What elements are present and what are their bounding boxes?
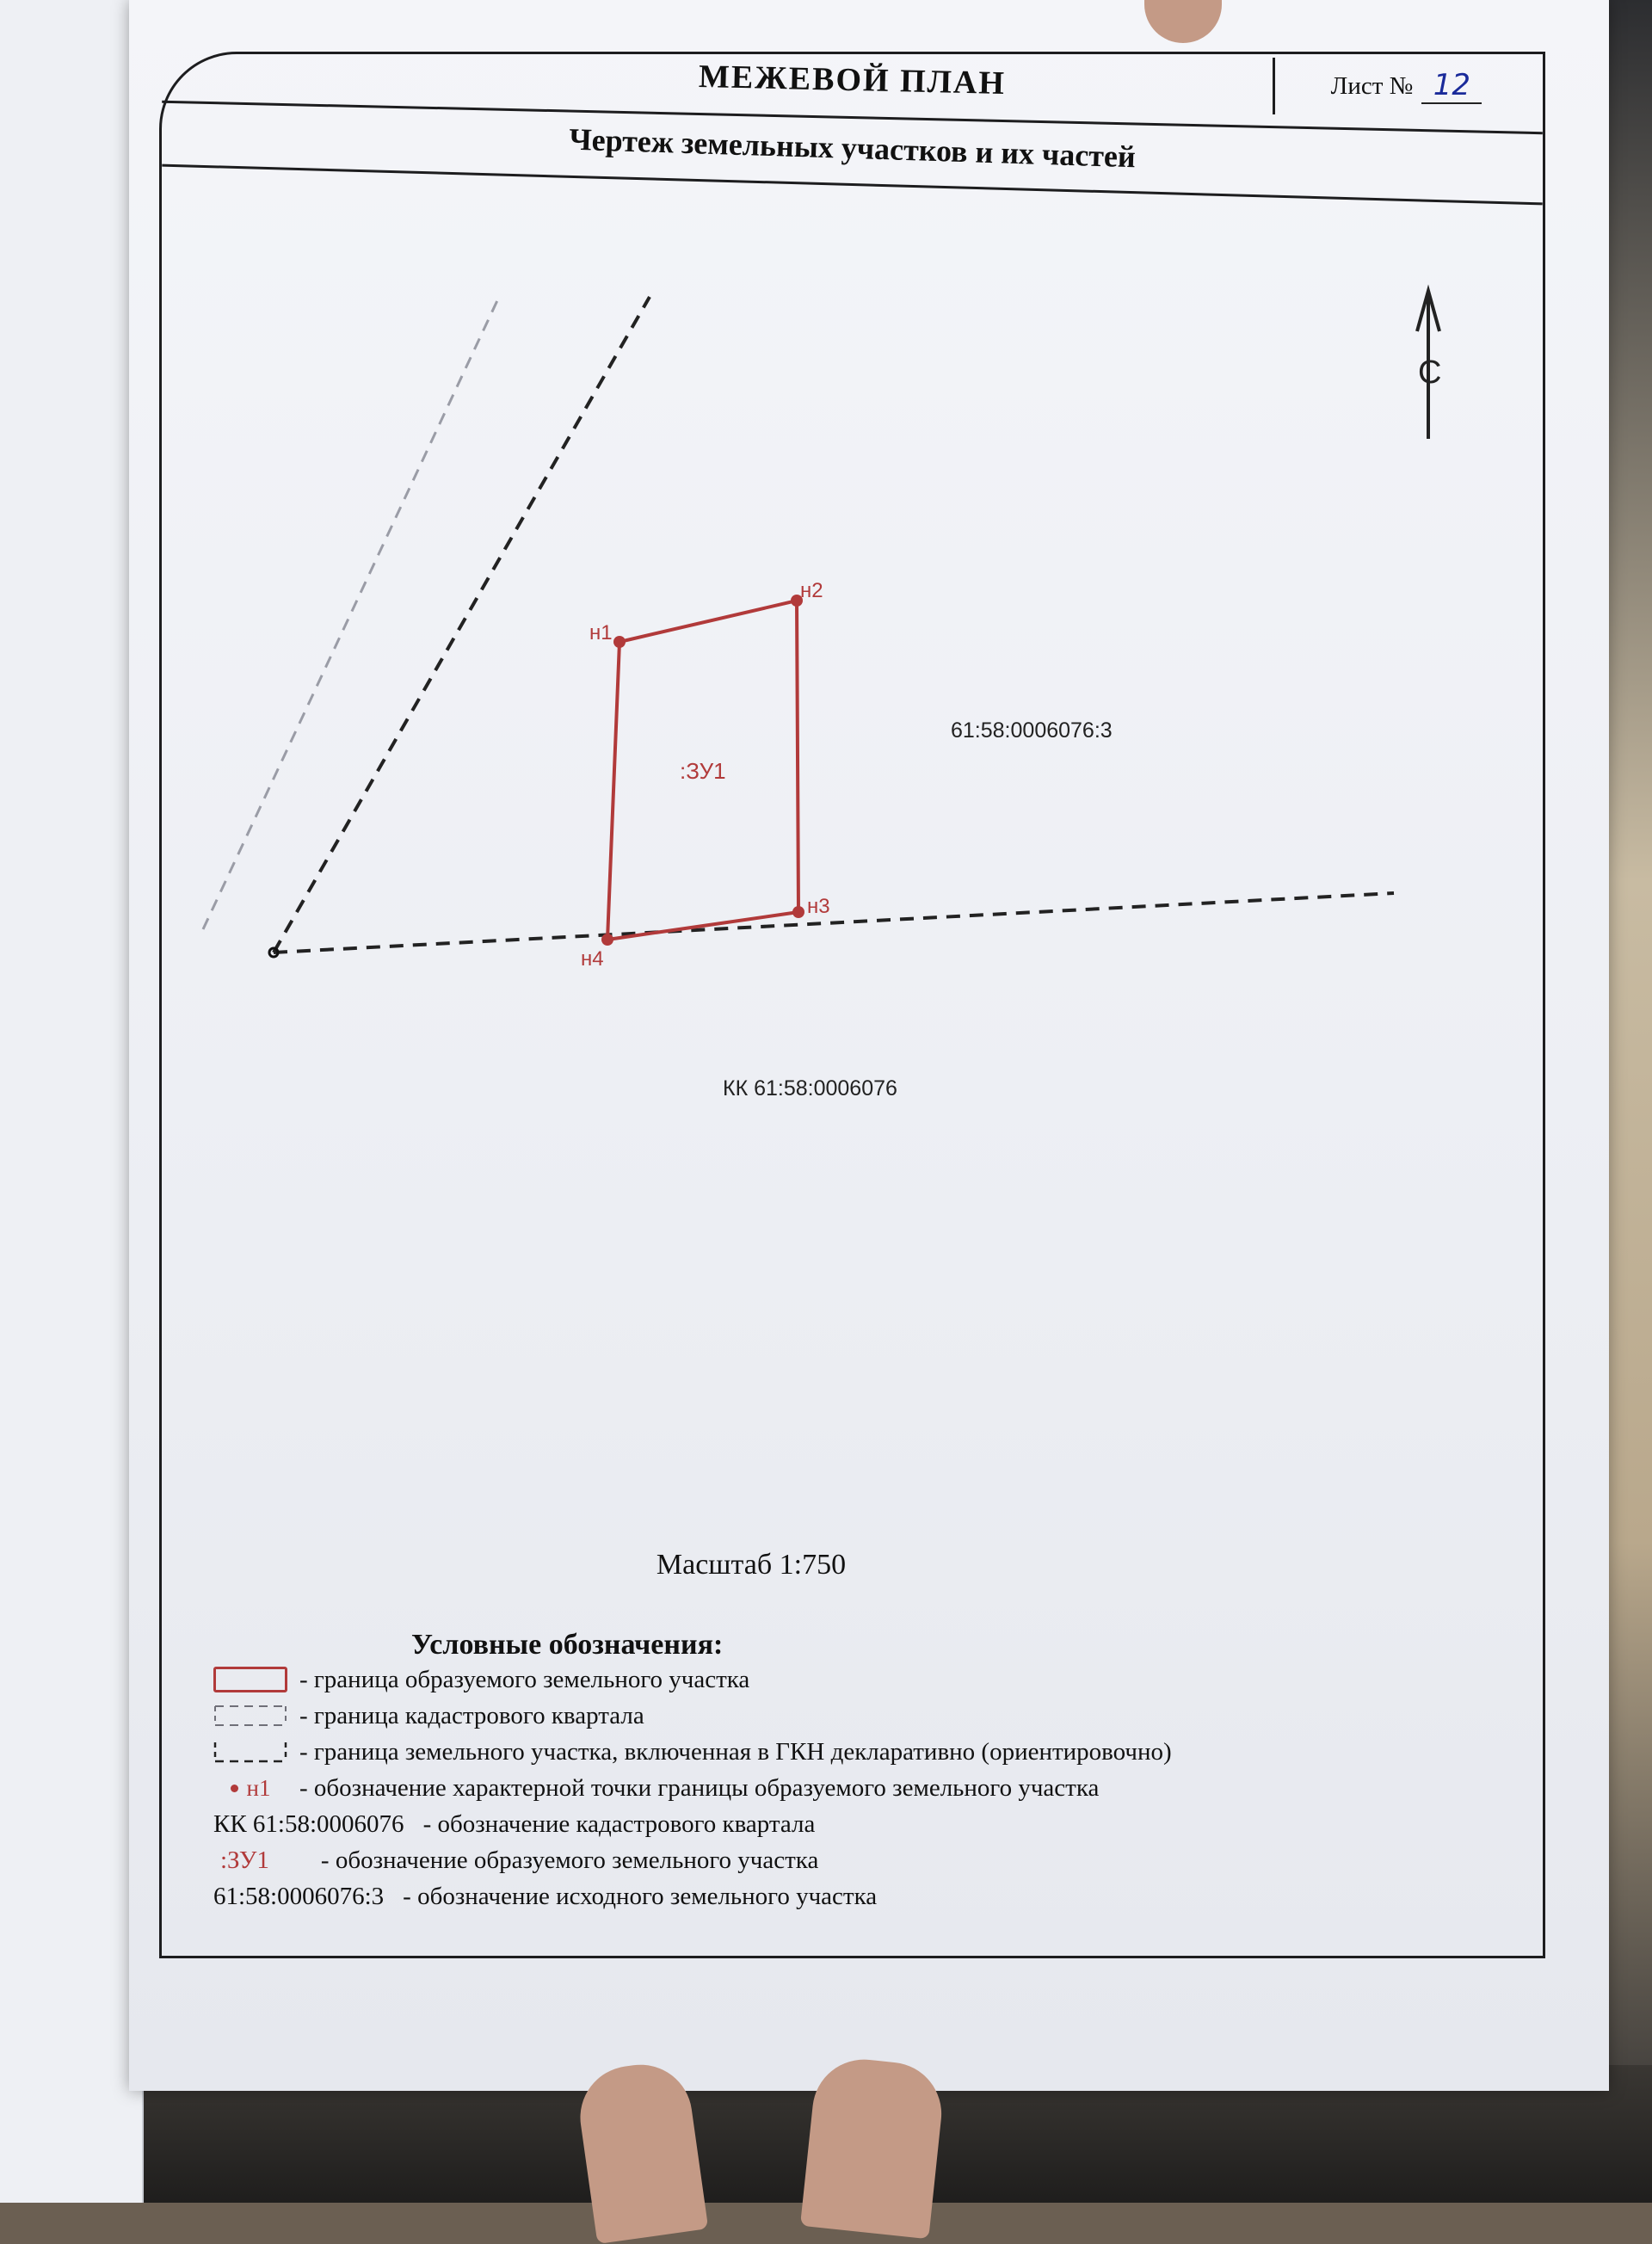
legend-text: - граница кадастрового квартала [299,1701,644,1729]
legend-text: - граница образуемого земельного участка [299,1665,750,1693]
parcel-label: :ЗУ1 [680,758,726,784]
point-n2-label: н2 [800,579,823,602]
document-title: МЕЖЕВОЙ ПЛАН [698,58,1007,102]
point-code: н1 [246,1774,271,1801]
cadastral-quarter-label: КК 61:58:0006076 [723,1076,897,1100]
legend-title: Условные обозначения: [411,1629,724,1661]
legend-text: - обозначение исходного земельного участка [403,1882,878,1910]
sheet-label: Лист № [1330,71,1414,100]
legend-text: - граница земельного участка, включенная в ГКН декларативно (ориентировочно) [299,1737,1172,1766]
survey-plan-page [129,0,1609,2091]
point-n3-label: н3 [807,895,830,918]
north-letter: С [1418,354,1442,391]
declared-boundary-line-horizontal [274,893,1394,952]
point-n4-label: н4 [581,947,604,971]
point-n1-marker [613,636,626,648]
legend-code: :ЗУ1 [220,1846,269,1874]
legend-text: - обозначение характерной точки границы образуемого земельного участка [299,1773,1100,1802]
legend-code: КК 61:58:0006076 [213,1809,404,1838]
finger [800,2055,946,2240]
faint-boundary-line [203,297,499,929]
legend-text: - обозначение кадастрового квартала [422,1809,816,1838]
plan-drawing [129,0,1609,2091]
point-n4-marker [601,934,613,946]
source-parcel-label: 61:58:0006076:3 [951,718,1113,743]
point-n3-marker [792,906,804,918]
legend-text: - обозначение образуемого земельного участка [320,1846,819,1874]
legend-code: 61:58:0006076:3 [213,1882,385,1910]
scale-label: Масштаб 1:750 [656,1549,847,1581]
drawing-subtitle: Чертеж земельных участков и их частей [568,121,1137,175]
sheet-number: 12 [1421,68,1482,104]
previous-page-edge [0,0,144,2203]
point-n1-label: н1 [589,621,613,644]
